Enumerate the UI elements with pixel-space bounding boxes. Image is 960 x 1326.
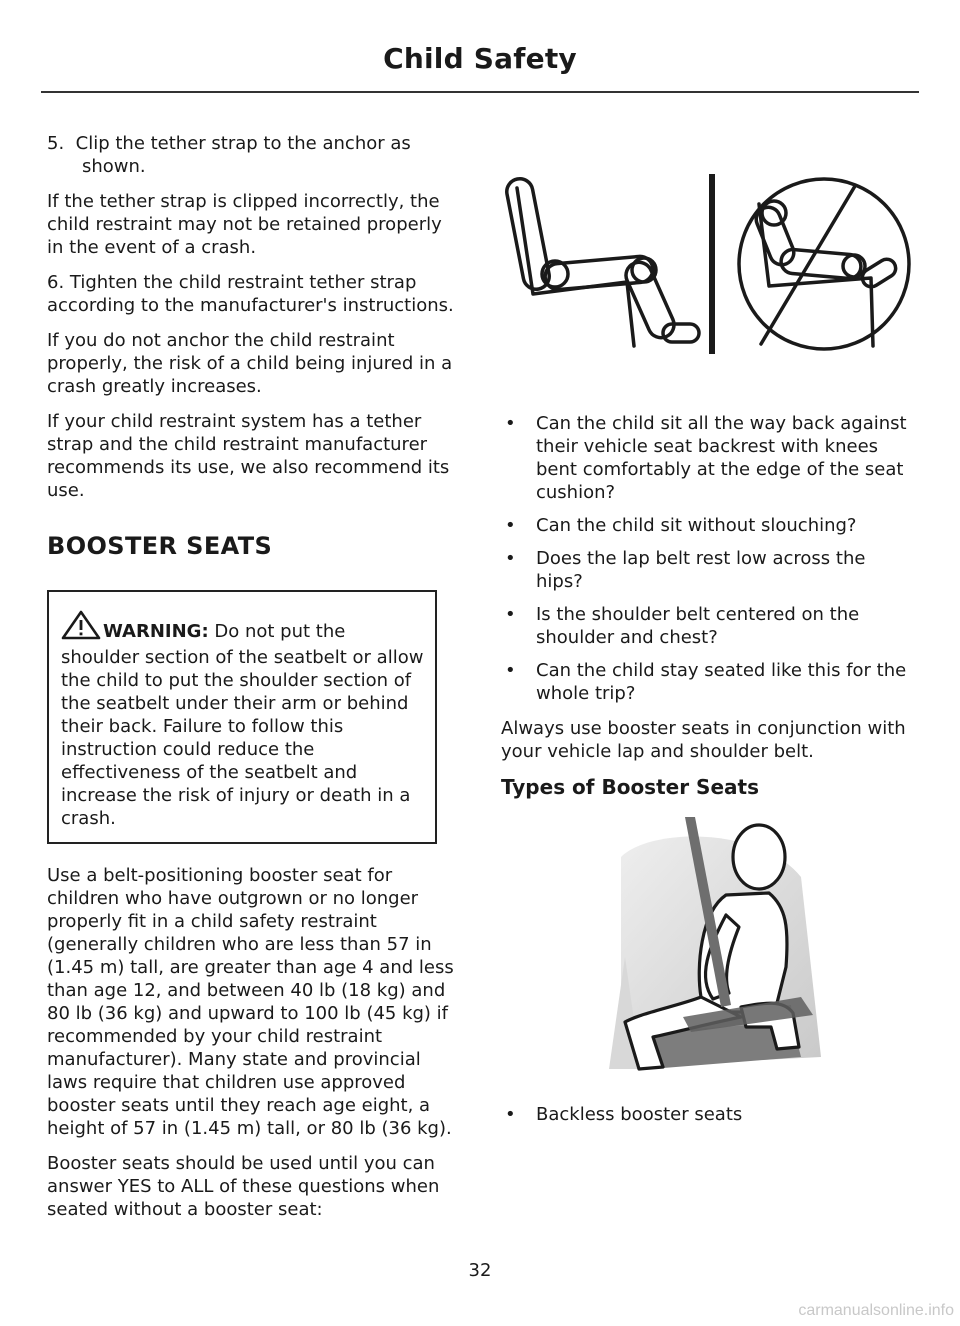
- section-heading-booster-seats: BOOSTER SEATS: [47, 532, 273, 560]
- backless-booster-illustration: [501, 817, 913, 1075]
- booster-questions-list: [501, 412, 913, 705]
- list-item: • Does the lap belt rest low across the hips?: [505, 548, 866, 592]
- paragraph-yes-questions: Booster seats should be used until you can answer YES to ALL of these questions when seated without a booster seat:: [47, 1153, 440, 1220]
- warning-box: [47, 590, 437, 844]
- warning-body: Do not put the shoulder section of the seatbelt or allow the child to put the shoulder section of the seatbelt under their arm or behind their back. Failure to follow this instruction could reduce the effectiveness of the seatbelt and increase the risk of injury or death in a crash.: [61, 621, 424, 829]
- list-item: • Is the shoulder belt centered on the shoulder and chest?: [505, 604, 860, 648]
- seat-posture-illustration: [501, 166, 913, 356]
- warning-text: [61, 610, 429, 830]
- list-item: • Can the child sit all the way back against their vehicle seat backrest with knees bent comfortably at the edge of the seat cushion?: [505, 413, 907, 503]
- step-5-number: 5.: [47, 133, 65, 154]
- left-column: [47, 132, 459, 1233]
- subheading-types-of-booster-seats: Types of Booster Seats: [501, 775, 759, 799]
- step-5-text: Clip the tether strap to the anchor as shown.: [75, 133, 411, 177]
- paragraph-anchor-risk: If you do not anchor the child restraint properly, the risk of a child being injured in a crash greatly increases.: [47, 330, 453, 397]
- warning-label: WARNING:: [103, 621, 209, 642]
- paragraph-tether-recommend: If your child restraint system has a tether strap and the child restraint manufacturer recommends its use, we also recommend its use.: [47, 411, 450, 501]
- booster-types-list: [501, 1103, 913, 1126]
- paragraph-step-6: 6. Tighten the child restraint tether strap according to the manufacturer's instructions.: [47, 272, 454, 316]
- list-item: • Can the child sit without slouching?: [505, 515, 857, 536]
- list-item: • Can the child stay seated like this for the whole trip?: [505, 660, 907, 704]
- warning-triangle-icon: [61, 610, 101, 646]
- step-5: [47, 132, 459, 178]
- paragraph-booster-usage: Use a belt-positioning booster seat for children who have outgrown or no longer properly fit in a child safety restraint (generally children who are less than 57 in (1.45 m) tall, are greater than age 4 and less than age 12, and between 40 lb (18 kg) and 80 lb (36 kg) and upward to 100 lb (45 kg) if recommended by your child restraint manufacturer). Many state and provincial laws require that children use approved booster seats until they reach age eight, a height of 57 in (1.45 m) tall, or 80 lb (36 kg).: [47, 865, 454, 1139]
- list-item: • Backless booster seats: [505, 1104, 743, 1125]
- paragraph-always-use: Always use booster seats in conjunction with your vehicle lap and shoulder belt.: [501, 718, 906, 762]
- watermark: carmanualsonline.info: [798, 1302, 954, 1319]
- page-number: 32: [468, 1260, 492, 1281]
- paragraph-tether-incorrect: If the tether strap is clipped incorrectly, the child restraint may not be retained properly in the event of a crash.: [47, 191, 442, 258]
- header-divider: [41, 91, 919, 93]
- page-title: Child Safety: [383, 42, 577, 75]
- right-column: [501, 132, 913, 1138]
